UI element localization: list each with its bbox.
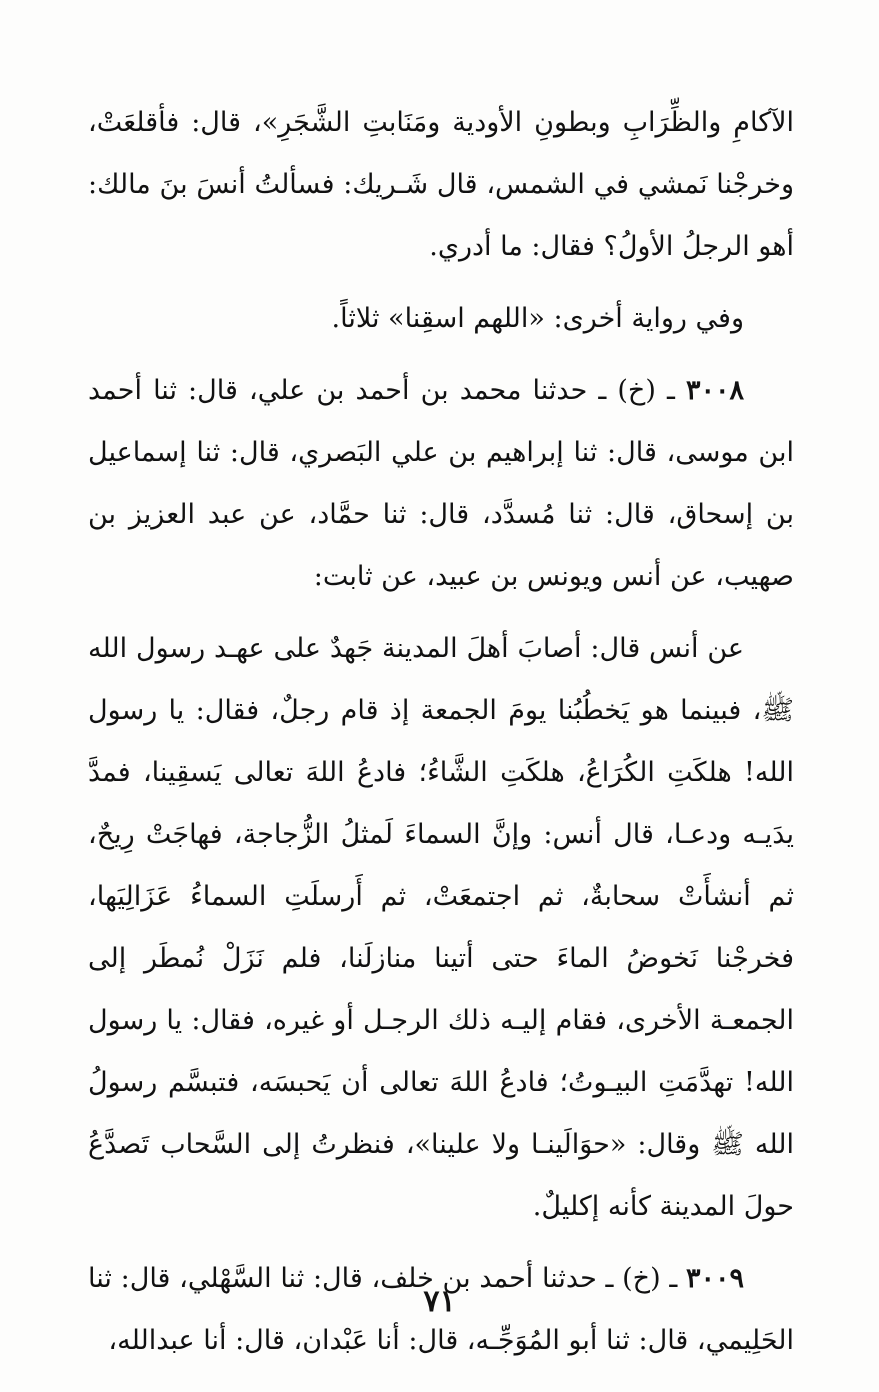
paragraph-4 <box>88 618 794 1238</box>
paragraph-2 <box>88 288 794 350</box>
hadith-number: ٣٠٠٩ <box>685 1263 744 1294</box>
hadith-number: ٣٠٠٨ <box>685 375 744 406</box>
paragraph-4-text: عن أنس قال: أصابَ أهلَ المدينة جَهدٌ على عهـد رسول الله ﷺ، فبينما هو يَخطُبُنا يومَ الجمعة إذ قام رجلٌ، فقال: يا رسول الله! هلكَتِ الكُرَاعُ، هلكَتِ الشَّاءُ؛ فادعُ اللهَ تعالى يَسقِينا، فمدَّ يدَيـه ودعـا، قال أنس: وإنَّ السماءَ لَمثلُ الزُّجاجة، فهاجَتْ رِيحٌ، ثم أنشأَتْ سحابةٌ، ثم اجتمعَتْ، ثم أَرسلَتِ السماءُ عَزَالِيَها، فخرجْنا نَخوضُ الماءَ حتى أتينا منازلَنا، فلم نَزَلْ نُمطَر إلى الجمعـة الأخرى، فقام إليـه ذلك الرجـل أو غيره، فقال: يا رسول الله! تهدَّمَتِ البيـوتُ؛ فادعُ اللهَ تعالى أن يَحبسَه، فتبسَّم رسولُ الله ﷺ وقال: «حوَالَينـا ولا علينا»، فنظرتُ إلى السَّحاب تَصدَّعُ حولَ المدينة كأنه إكليلٌ. <box>88 633 794 1222</box>
hadith-3008-text: ـ (خ) ـ حدثنا محمد بن أحمد بن علي، قال: ثنا أحمد ابن موسى، قال: ثنا إبراهيم بن علي البَصري، قال: ثنا إسماعيل بن إسحاق، قال: ثنا مُسدَّد، قال: ثنا حمَّاد، عن عبد العزيز بن صهيب، عن أنس ويونس بن عبيد، عن ثابت: <box>88 375 794 592</box>
body-text <box>88 92 794 1382</box>
paragraph-1-text: الآكامِ والظِّرَابِ وبطونِ الأودية ومَنَابتِ الشَّجَرِ»، قال: فأقلعَتْ، وخرجْنا نَمشي في الشمس، قال شَـريك: فسألتُ أنسَ بنَ مالك: أهو الرجلُ الأولُ؟ فقال: ما أدري. <box>88 107 794 262</box>
paragraph-2-text: وفي رواية أخرى: «اللهم اسقِنا» ثلاثاً. <box>331 303 744 334</box>
paragraph-1 <box>88 92 794 278</box>
hadith-3009-text: ـ (خ) ـ حدثنا أحمد بن خلف، قال: ثنا السَّهْلي، قال: ثنا الحَلِيمي، قال: ثنا أبو المُوَجِّـه، قال: أنا عَبْدان، قال: أنا عبدالله، <box>88 1263 794 1356</box>
hadith-3008 <box>88 360 794 608</box>
page-number: ٧١ <box>423 1284 456 1319</box>
